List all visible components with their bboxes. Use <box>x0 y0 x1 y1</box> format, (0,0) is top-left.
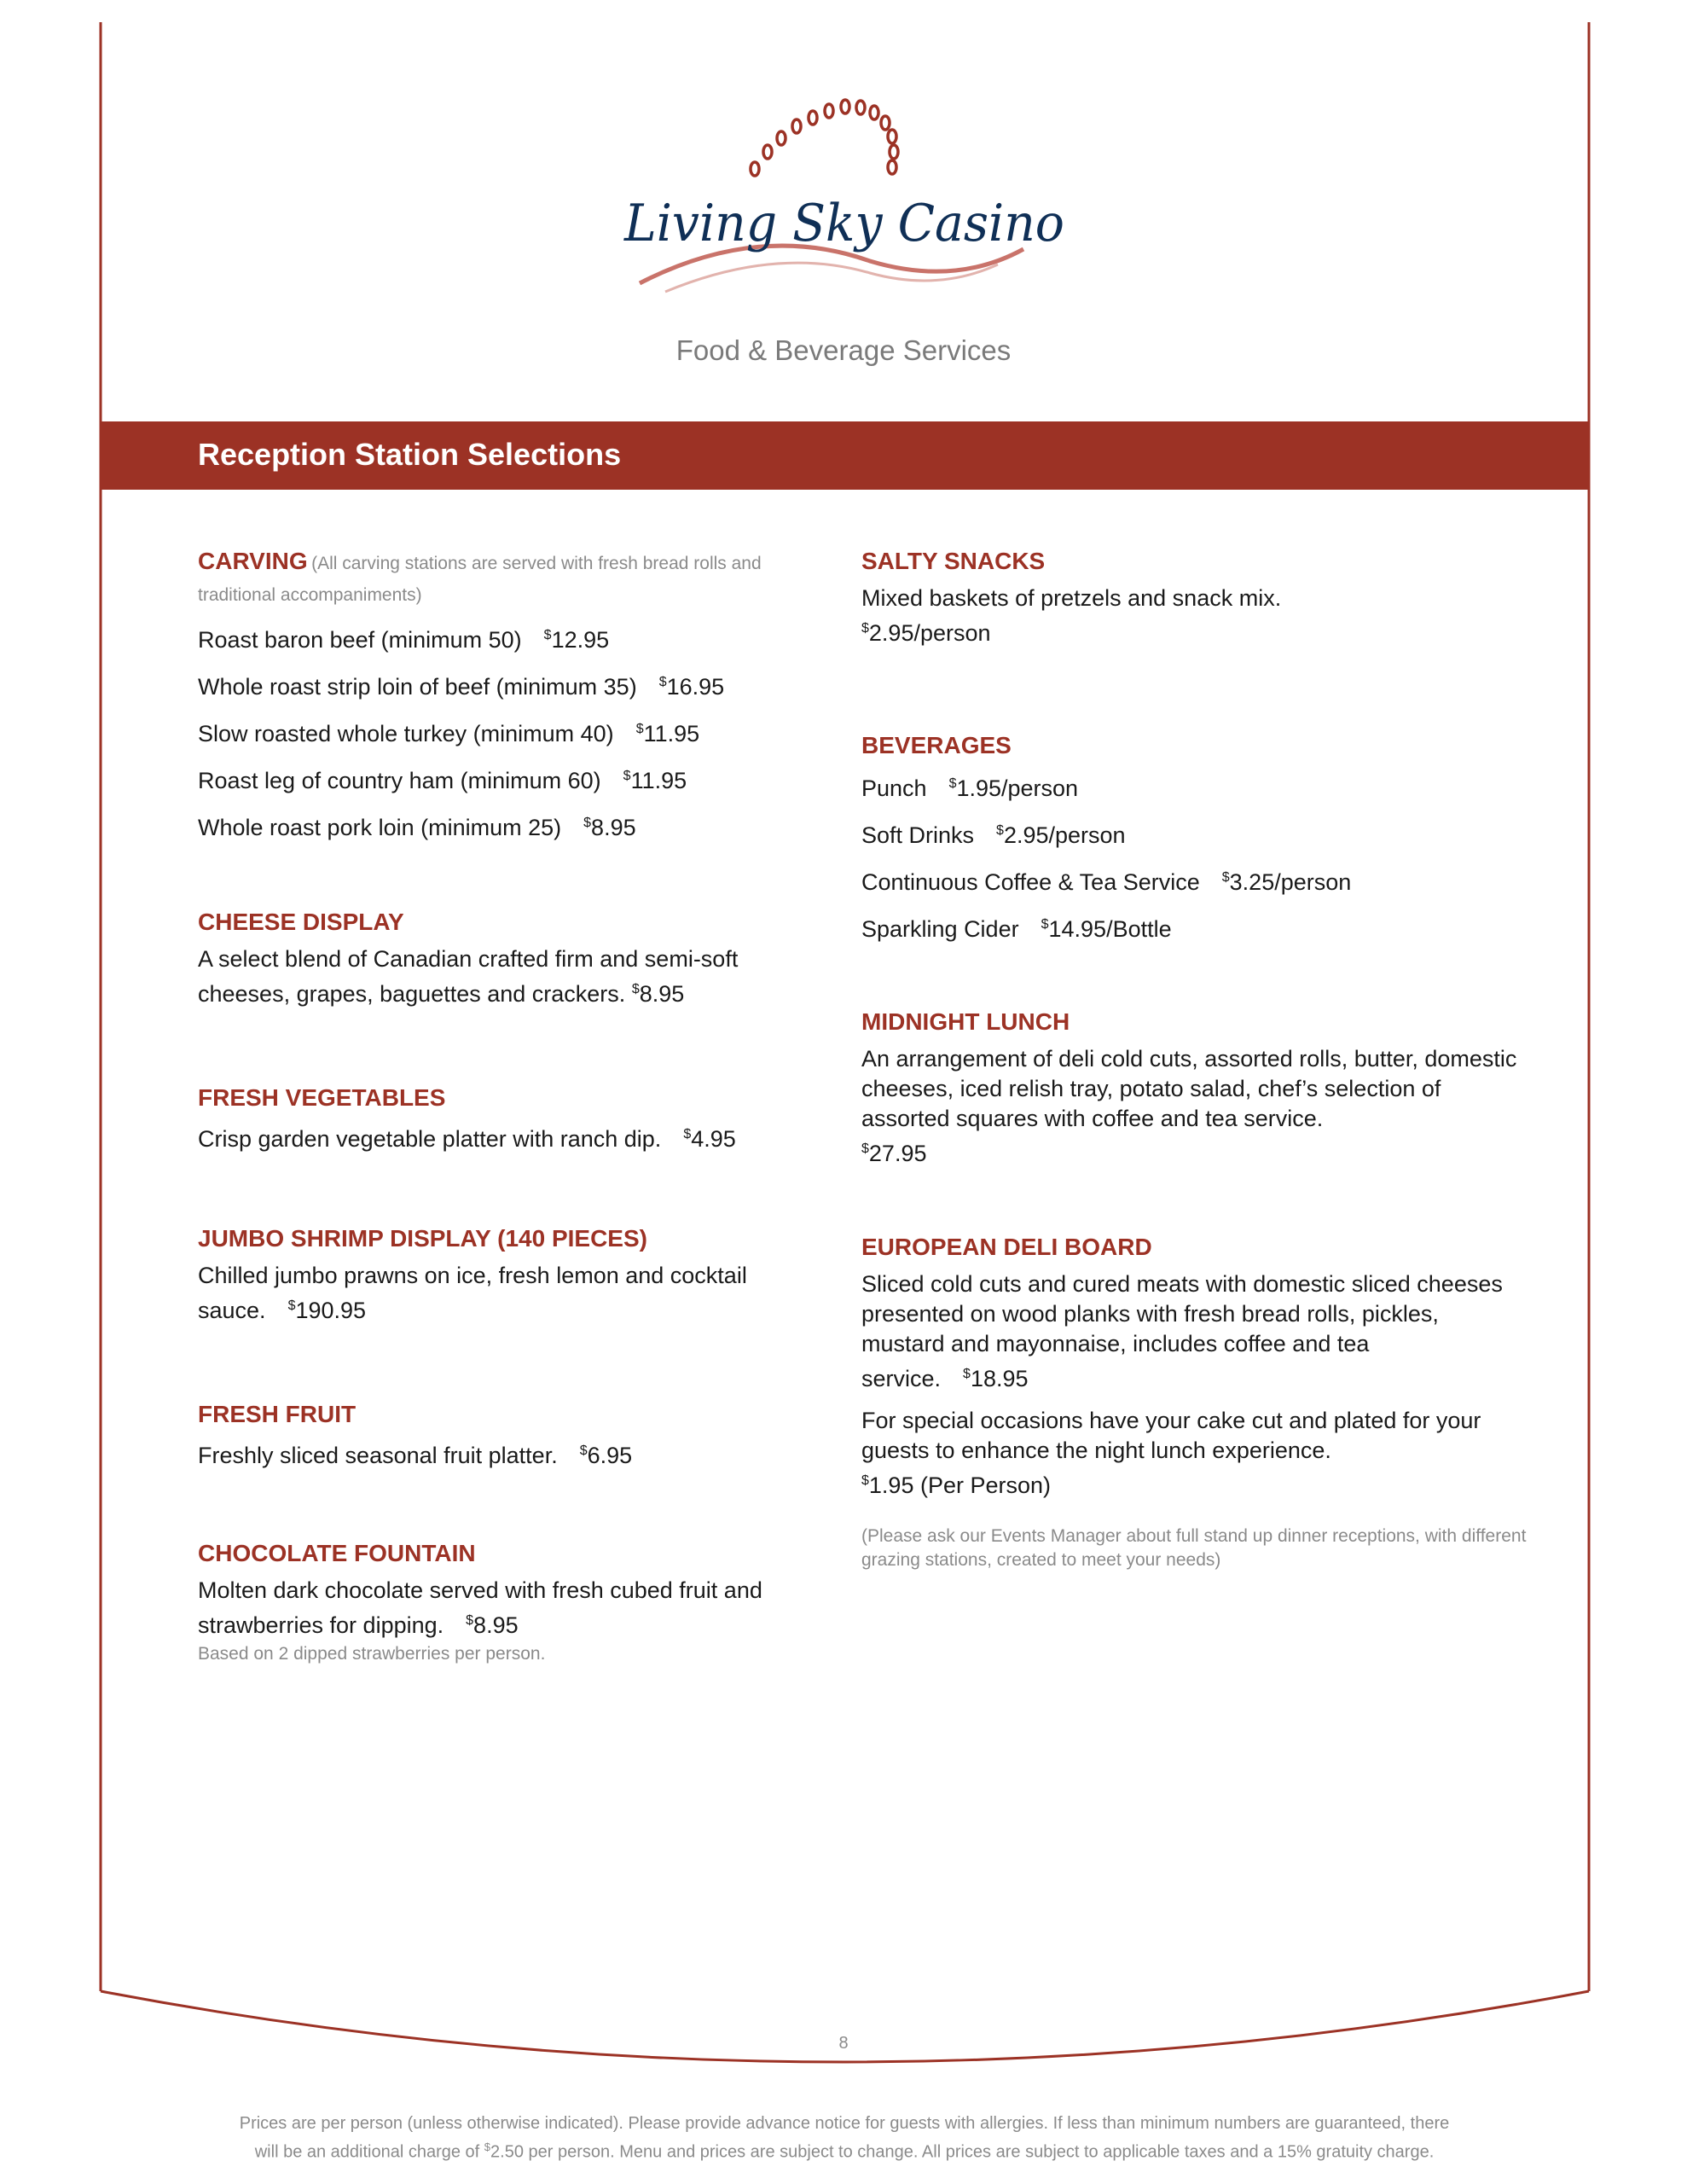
fruit-title: FRESH FRUIT <box>198 1401 357 1427</box>
deli-description: Sliced cold cuts and cured meats with domestic sliced cheeses presented on wood planks with fresh bread rolls, pickles, mustard and mayonnaise, includes coffee and tea service. $18.95 <box>861 1271 1503 1391</box>
midnight-section <box>861 1007 1527 1169</box>
carving-note: (All carving stations are served with fresh bread rolls and traditional accompaniments) <box>198 554 762 605</box>
carving-section <box>198 546 812 849</box>
events-note: (Please ask our Events Manager about full stand up dinner receptions, with different grazing stations, created to meet your needs) <box>861 1526 1527 1570</box>
shrimp-title: JUMBO SHRIMP DISPLAY (140 PIECES) <box>198 1225 647 1252</box>
deli-section <box>861 1232 1527 1572</box>
midnight-description: An arrangement of deli cold cuts, assorted rolls, butter, domestic cheeses, iced relish tray, potato salad, chef’s selection of assorted squares with coffee and tea service. $27.95 <box>861 1046 1517 1166</box>
vegetables-title: FRESH VEGETABLES <box>198 1084 446 1111</box>
subtitle: Food & Beverage Services <box>675 334 1012 366</box>
menu-item: Roast baron beef (minimum 50) $12.95 <box>198 627 610 653</box>
midnight-title: MIDNIGHT LUNCH <box>861 1008 1070 1035</box>
salty-title: SALTY SNACKS <box>861 548 1046 574</box>
shrimp-section <box>198 1223 812 1326</box>
menu-item: Sparkling Cider $14.95/Bottle <box>861 916 1172 942</box>
cake-description: For special occasions have your cake cut and plated for your guests to enhance the night lunch experience. $1.95 (Per Person) <box>861 1408 1481 1498</box>
menu-item: Continuous Coffee & Tea Service $3.25/person <box>861 869 1352 895</box>
footer-disclaimer <box>188 2112 1501 2164</box>
chocolate-note: Based on 2 dipped strawberries per person. <box>198 1644 546 1664</box>
menu-item: Whole roast pork loin (minimum 25) $8.95 <box>198 815 636 840</box>
menu-item: Slow roasted whole turkey (minimum 40) $11.95 <box>198 721 700 746</box>
right-column <box>861 546 1527 1572</box>
banner-title: Reception Station Selections <box>198 437 622 472</box>
fruit-section <box>198 1399 812 1477</box>
living-sky-casino-logo <box>614 94 1075 316</box>
menu-item: Soft Drinks $2.95/person <box>861 822 1126 848</box>
cheese-description: A select blend of Canadian crafted firm and semi-soft cheeses, grapes, baguettes and crackers. $8.95 <box>198 946 739 1007</box>
cheese-section <box>198 907 812 1009</box>
vegetables-description: Crisp garden vegetable platter with ranch dip. $4.95 <box>198 1126 736 1152</box>
left-column <box>198 546 812 1666</box>
salty-description: Mixed baskets of pretzels and snack mix. $2.95/person <box>861 585 1282 646</box>
deli-title: EUROPEAN DELI BOARD <box>861 1234 1152 1260</box>
page-number: 8 <box>838 2034 849 2053</box>
chocolate-title: CHOCOLATE FOUNTAIN <box>198 1540 476 1566</box>
logo-wordmark: Living Sky Casino <box>623 194 1064 253</box>
shrimp-description: Chilled jumbo prawns on ice, fresh lemon and cocktail sauce. $190.95 <box>198 1263 747 1323</box>
carving-title: CARVING <box>198 548 308 574</box>
beverages-section <box>861 730 1527 950</box>
salty-section <box>861 546 1527 648</box>
fruit-description: Freshly sliced seasonal fruit platter. $6.95 <box>198 1443 633 1468</box>
section-banner <box>101 421 1589 490</box>
menu-item: Roast leg of country ham (minimum 60) $11.95 <box>198 768 687 793</box>
footer-line-1: Prices are per person (unless otherwise indicated). Please provide advance notice for guests with allergies. If less than minimum numbers are guaranteed, there <box>239 2114 1450 2133</box>
vegetables-section <box>198 1083 812 1160</box>
chocolate-section <box>198 1538 812 1666</box>
footer-line-2: will be an additional charge of $2.50 per person. Menu and prices are subject to change. All prices are subject to applicable taxes and a 15% gratuity charge. <box>254 2140 1435 2162</box>
menu-item: Punch $1.95/person <box>861 775 1079 801</box>
chocolate-description: Molten dark chocolate served with fresh cubed fruit and strawberries for dipping. $8.95 <box>198 1577 762 1638</box>
menu-item: Whole roast strip loin of beef (minimum 35) $16.95 <box>198 674 725 700</box>
cheese-title: CHEESE DISPLAY <box>198 909 404 935</box>
beverages-title: BEVERAGES <box>861 732 1012 758</box>
